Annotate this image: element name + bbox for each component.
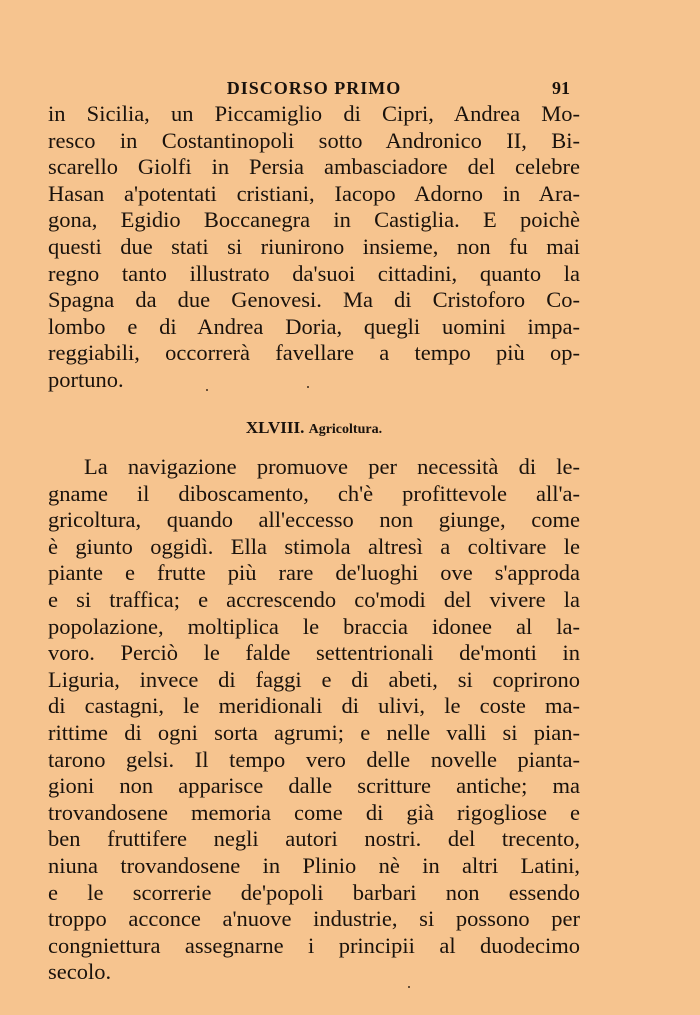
text-line: Hasan a'potentati cristiani, Iacopo Adorno in Ara-: [48, 180, 580, 206]
text-line: rittime di ogni sorta agrumi; e nelle valli si pian-: [48, 719, 580, 745]
text-line: Liguria, invece di faggi e di abeti, si coprirono: [48, 666, 580, 692]
ink-speck: [408, 986, 410, 988]
text-line: gricoltura, quando all'eccesso non giunge, come: [48, 507, 580, 533]
text-line: gname il diboscamento, ch'è profittevole all'a-: [48, 480, 580, 506]
section-heading: [48, 418, 580, 438]
page-number: 91: [552, 78, 570, 98]
text-line: voro. Perciò le falde settentrionali de'monti in: [48, 640, 580, 666]
text-line: gioni non apparisce dalle scritture antiche; ma: [48, 773, 580, 799]
text-line: tarono gelsi. Il tempo vero delle novelle pianta-: [48, 746, 580, 772]
running-title: DISCORSO PRIMO: [226, 78, 402, 98]
text-line: Spagna da due Genovesi. Ma di Cristoforo Co-: [48, 287, 580, 313]
text-line: questi due stati si riunirono insieme, non fu mai: [48, 233, 580, 259]
paragraph-agricoltura: [48, 454, 580, 986]
text-line: e si traffica; e accrescendo co'modi del vivere la: [48, 586, 580, 612]
text-line: popolazione, moltiplica le braccia idonee al la-: [48, 613, 580, 639]
text-line: troppo acconce a'nuove industrie, si possono per: [48, 906, 580, 932]
text-line: piante e frutte più rare de'luoghi ove s'approda: [48, 560, 580, 586]
running-head: [48, 74, 580, 104]
text-line: regno tanto illustrato da'suoi cittadini, quanto la: [48, 260, 580, 286]
text-line: congniettura assegnarne i principii al duodecimo: [48, 932, 580, 958]
text-line: e le scorrerie de'popoli barbari non essendo: [48, 879, 580, 905]
text-line: trovandosene memoria come di già rigogliose e: [48, 799, 580, 825]
text-line: lombo e di Andrea Doria, quegli uomini impa-: [48, 313, 580, 339]
text-line: in Sicilia, un Piccamiglio di Cipri, Andrea Mo-: [48, 101, 580, 126]
text-line: La navigazione promuove per necessità di le-: [84, 454, 580, 479]
text-line: gona, Egidio Boccanegra in Castiglia. E poichè: [48, 207, 580, 233]
paragraph-continued: [48, 101, 580, 394]
text-line: reggiabili, occorrerà favellare a tempo più op-: [48, 340, 580, 366]
text-line: resco in Costantinopoli sotto Andronico II, Bi-: [48, 127, 580, 153]
text-line: ben fruttifere negli autori nostri. del trecento,: [48, 826, 580, 852]
text-line: scarello Giolfi in Persia ambasciadore del celebre: [48, 154, 580, 180]
section-title: Agricoltura.: [308, 422, 383, 437]
text-line: è giunto oggidì. Ella stimola altresì a coltivare le: [48, 533, 580, 559]
text-line: secolo.: [48, 959, 112, 985]
section-number: XLVIII.: [245, 418, 305, 437]
text-line: niuna trovandosene in Plinio nè in altri Latini,: [48, 852, 580, 878]
ink-speck: [307, 386, 309, 388]
text-line: portuno.: [48, 366, 124, 392]
text-line: di castagni, le meridionali di ulivi, le coste ma-: [48, 693, 580, 719]
ink-speck: [206, 389, 208, 391]
